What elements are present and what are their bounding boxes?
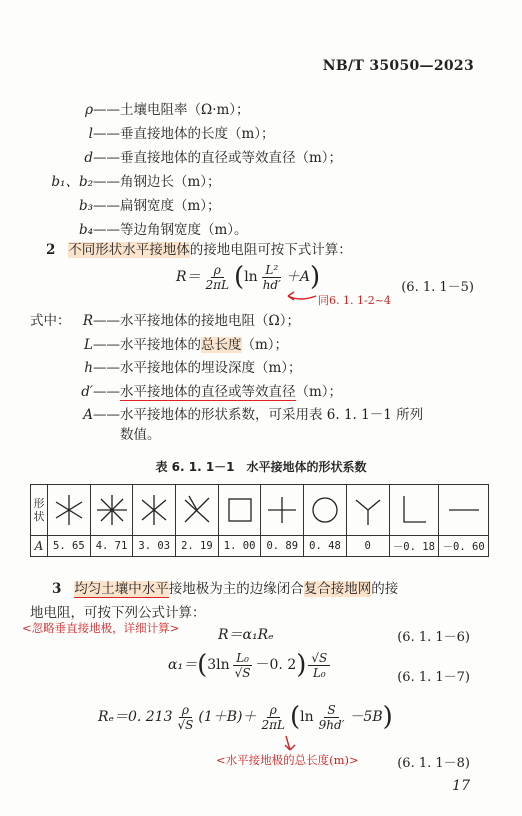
symbol: A—— — [83, 407, 120, 423]
page-number: 17 — [452, 778, 470, 794]
item-text: 的接 — [371, 581, 399, 597]
eq-num: ρ — [211, 263, 224, 278]
equation-number: (6. 1. 1－7) — [397, 670, 470, 685]
shape-circle-icon — [304, 485, 347, 536]
eq-den: 9hd′ — [318, 717, 345, 732]
symbol: R—— — [82, 313, 120, 329]
symbol-row — [30, 170, 221, 190]
highlighted-text: 总长度 — [201, 337, 242, 353]
eq-den: 2πL — [261, 717, 285, 732]
symbol-desc: 角钢边长（m）； — [120, 174, 221, 190]
symbol-desc: 垂直接地体的直径或等效直径（m）； — [120, 150, 343, 166]
symbol-desc: 水平接地体的形状系数，可采用表 6. 1. 1－1 所列 — [120, 407, 424, 423]
symbol: d′—— — [81, 384, 120, 400]
table-caption: 表 6. 1. 1－1 水平接地体的形状系数 — [155, 460, 367, 474]
eq-lhs: α₁＝ — [168, 657, 198, 673]
equation-number: (6. 1. 1－6) — [397, 630, 470, 645]
row-label-a: A — [31, 536, 48, 557]
symbol-row — [30, 98, 250, 118]
eq-num: ρ — [179, 703, 192, 718]
symbol: b₃—— — [78, 198, 120, 214]
highlighted-text: 复合接地网 — [303, 581, 372, 597]
symbol: d—— — [84, 150, 120, 166]
table-row — [31, 536, 489, 557]
underlined-text: 水平接地体的直径或等效直径 — [120, 384, 296, 400]
symbol-desc: （m）； — [295, 384, 343, 400]
table-cell: －0. 60 — [439, 536, 489, 557]
eq-ln: 3ln — [207, 657, 230, 673]
eq-num: L₀ — [233, 651, 252, 666]
symbol-desc: 垂直接地体的长度（m）； — [120, 126, 275, 142]
equation-6-1-1-7: α₁＝(3ln $\frac{\text{L₀}}{√S}$ －0. 2) $\frac{√S}{\text{L₀}}$ — [168, 650, 332, 680]
symbol: ρ—— — [85, 102, 120, 118]
eq-term: －0. 2 — [255, 657, 297, 673]
standard-code: NB/T 35050—2023 — [322, 58, 474, 74]
equation-6-1-1-5: R＝ $\frac{\rho}{2\pi L}$ (ln $\frac{\text{L²}}{hd'}$ ＋A) — [176, 262, 321, 292]
table-cell: 0. 89 — [261, 536, 304, 557]
eq-num: √S — [308, 651, 330, 666]
shape-l-icon — [389, 485, 439, 536]
symbol-row — [30, 146, 342, 166]
equation-6-1-1-6: R＝α₁Rₑ — [218, 627, 274, 643]
shape-y-icon — [346, 485, 389, 536]
red-annotation: 同6. 1. 1-2~4 — [318, 294, 391, 307]
symbol-row — [30, 380, 342, 400]
symbol-desc: 土壤电阻率（Ω·m）； — [120, 102, 250, 118]
table-row — [31, 485, 489, 536]
row-label-shape: 形状 — [31, 485, 48, 536]
symbol-row — [30, 218, 248, 238]
table-cell: 0 — [346, 536, 389, 557]
table-cell: 0. 48 — [304, 536, 347, 557]
eq-den: hd′ — [262, 277, 281, 292]
shape-star-4-icon — [133, 485, 176, 536]
shape-cross-icon — [261, 485, 304, 536]
eq-den: √S — [234, 665, 251, 680]
eq-num: S — [324, 703, 338, 718]
equation-6-1-1-8: Rₑ＝0. 213 $\frac{\rho}{√S}$ (1＋B)＋ $\frac{\rho}{2\pi L}$ (ln $\frac{S}{9hd'}$ －5B) — [98, 702, 393, 732]
red-annotation: <水平接地极的总长度(m)> — [216, 753, 359, 767]
item-3-paragraph — [52, 577, 398, 597]
symbol: b₄—— — [78, 222, 120, 238]
item-2-paragraph — [46, 238, 352, 258]
item-text: 的接地电阻可按下式计算： — [189, 242, 352, 258]
eq-den: 2πL — [205, 277, 230, 292]
symbol: l—— — [88, 126, 120, 142]
highlighted-text: 均匀土壤中水平 — [74, 581, 169, 597]
shape-x-3-icon — [176, 485, 219, 536]
symbol-desc: 扁钢宽度（m）； — [120, 198, 221, 214]
table-cell: 5. 65 — [48, 536, 91, 557]
symbol-row — [30, 356, 302, 376]
symbol-row — [30, 333, 288, 353]
symbol-desc: （m）； — [241, 337, 289, 353]
shape-line-icon — [439, 485, 489, 536]
symbol-desc: 等边角钢宽度（m）。 — [120, 222, 248, 238]
table-cell: －0. 18 — [389, 536, 439, 557]
shape-coefficient-table — [30, 484, 489, 557]
eq-lhs: R＝ — [176, 269, 201, 285]
eq-den: √S — [177, 717, 194, 732]
equation-number: (6. 1. 1－8) — [397, 756, 470, 771]
symbol-desc: 水平接地体的埋设深度（m）； — [120, 360, 302, 376]
eq-lhs: Rₑ＝0. 213 — [98, 709, 173, 725]
symbol: L—— — [84, 337, 120, 353]
eq-ln: ln — [300, 709, 314, 725]
symbol-desc: 水平接地体的接地电阻（Ω）； — [120, 313, 300, 329]
shape-asterisk-6-icon — [48, 485, 91, 536]
symbol: b₁、b₂—— — [51, 174, 120, 190]
table-cell: 3. 03 — [133, 536, 176, 557]
shape-square-icon — [218, 485, 261, 536]
eq-num: L² — [262, 263, 281, 278]
red-arrow-icon — [284, 290, 318, 304]
eq-num: ρ — [267, 703, 280, 718]
symbol: h—— — [84, 360, 120, 376]
eq-term: －5B — [349, 709, 383, 725]
eq-plus-a: ＋A — [285, 269, 310, 285]
table-cell: 1. 00 — [218, 536, 261, 557]
highlighted-text: 不同形状水平接地体 — [68, 242, 190, 258]
table-cell: 2. 19 — [176, 536, 219, 557]
eq-den: L₀ — [312, 665, 326, 680]
item-number: 3 — [52, 581, 62, 597]
shape-asterisk-8-icon — [90, 485, 133, 536]
eq-term: (1＋B)＋ — [198, 709, 257, 725]
table-cell: 4. 71 — [90, 536, 133, 557]
symbol-row — [30, 403, 423, 423]
continuation-text: 数值。 — [120, 427, 161, 443]
symbol-desc: 水平接地体的 — [120, 337, 201, 353]
red-arrow-icon — [282, 734, 298, 754]
symbol-row — [30, 194, 221, 214]
red-annotation: <忽略垂直接地极，详细计算> — [22, 621, 180, 635]
symbol-row — [30, 122, 275, 142]
item-text: 接地极为主的边缘闭合 — [168, 581, 304, 597]
item-3-line-2: 地电阻，可按下列公式计算： — [30, 605, 206, 621]
eq-ln: ln — [244, 269, 258, 285]
equation-number: (6. 1. 1－5) — [401, 280, 474, 295]
where-label: 式中： — [30, 313, 71, 329]
symbol-row — [30, 309, 300, 329]
item-number: 2 — [46, 242, 56, 258]
